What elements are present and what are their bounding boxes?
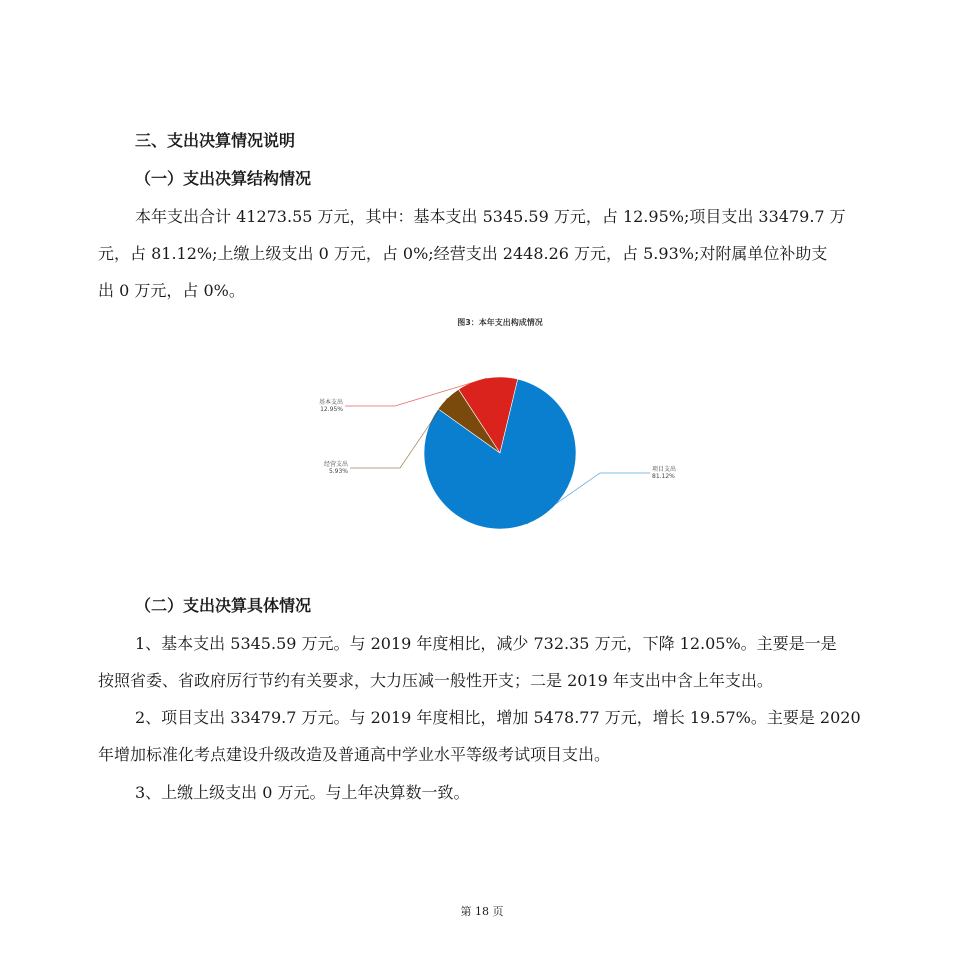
slice-percent-label: 81.12% — [652, 473, 675, 480]
paragraph-line: 年增加标准化考点建设升级改造及普通高中学业水平等级考试项目支出。 — [98, 745, 611, 764]
paragraph-line: 按照省委、省政府厉行节约有关要求，大力压减一般性开支；二是 2019 年支出中含上年支出。 — [98, 671, 773, 690]
paragraph-line: 元，占 81.12%;上缴上级支出 0 万元，占 0%;经营支出 2448.26 万元，占 5.93%;对附属单位补助支 — [98, 244, 828, 263]
expense-pie-chart — [250, 305, 750, 555]
page-footer: 第 18 页 — [460, 905, 504, 918]
slice-name-label: 项目支出 — [652, 466, 677, 473]
subsection-heading-details: （二）支出决算具体情况 — [135, 596, 312, 615]
paragraph-line: 出 0 万元，占 0%。 — [98, 281, 245, 300]
pie-slices — [424, 377, 576, 529]
section-heading: 三、支出决算情况说明 — [135, 131, 296, 150]
subsection-heading-structure: （一）支出决算结构情况 — [135, 169, 312, 188]
chart-title: 图3：本年支出构成情况 — [457, 318, 543, 327]
paragraph-line: 本年支出合计 41273.55 万元，其中：基本支出 5345.59 万元，占 12.95%;项目支出 33479.7 万 — [135, 207, 846, 226]
slice-name-label: 经营支出 — [323, 461, 348, 468]
paragraph-line: 3、上缴上级支出 0 万元。与上年决算数一致。 — [135, 783, 470, 802]
slice-percent-label: 12.95% — [320, 406, 343, 413]
paragraph-line: 1、基本支出 5345.59 万元。与 2019 年度相比，减少 732.35 万元，下降 12.05%。主要是一是 — [135, 634, 837, 653]
paragraph-line: 2、项目支出 33479.7 万元。与 2019 年度相比，增加 5478.77 万元，增长 19.57%。主要是 2020 — [135, 708, 861, 727]
slice-name-label: 基本支出 — [318, 399, 343, 406]
slice-percent-label: 5.93% — [328, 468, 348, 475]
